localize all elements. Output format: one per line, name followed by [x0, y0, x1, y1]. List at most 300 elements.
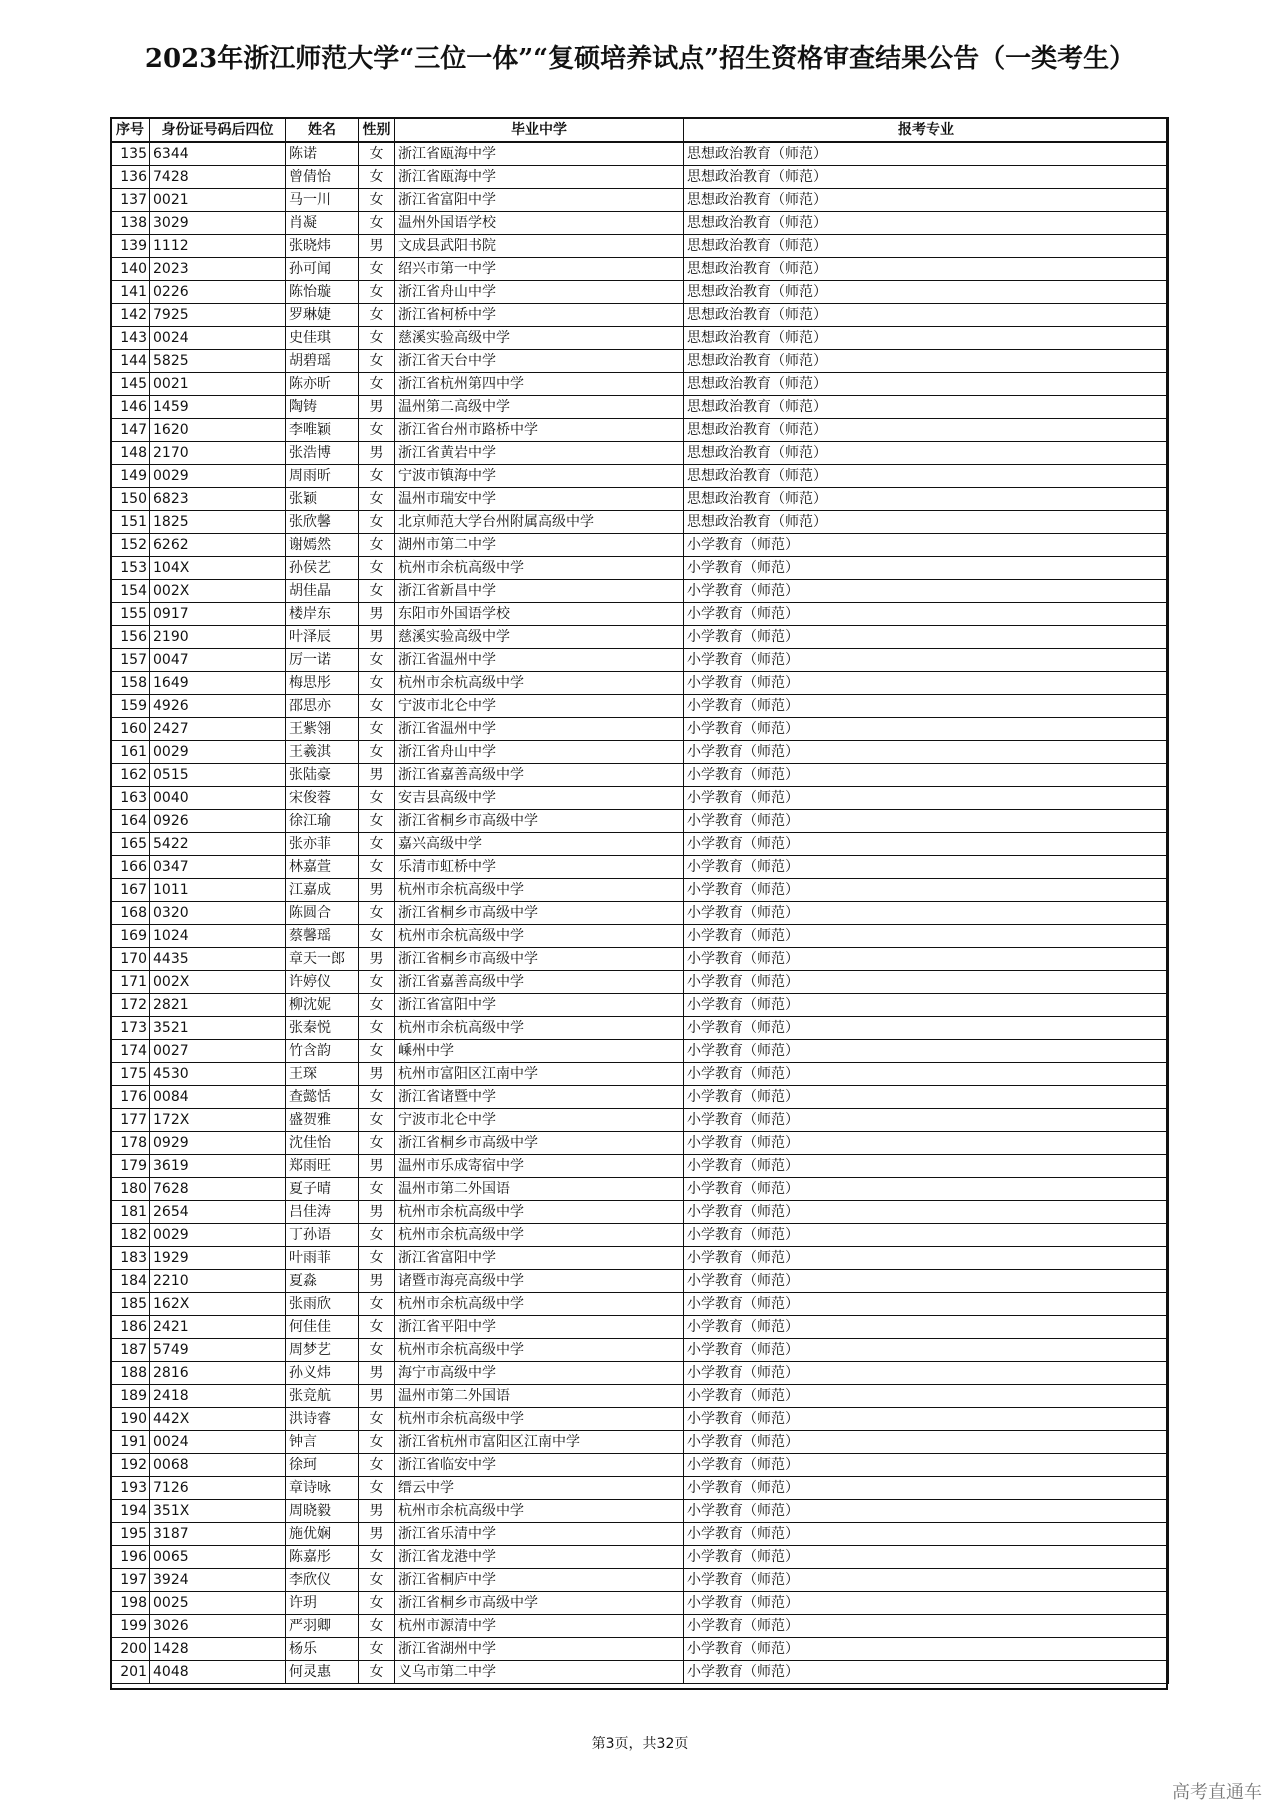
row-seq: 180 [111, 1178, 150, 1201]
row-seq: 183 [111, 1247, 150, 1270]
row-gender: 女 [359, 1339, 395, 1362]
row-seq: 194 [111, 1500, 150, 1523]
row-id-last4: 2654 [150, 1201, 286, 1224]
row-id-last4: 351X [150, 1500, 286, 1523]
row-school: 杭州市余杭高级中学 [395, 1201, 684, 1224]
row-major: 小学教育（师范） [684, 1086, 1169, 1109]
row-seq: 181 [111, 1201, 150, 1224]
table-row [111, 396, 1169, 419]
row-major: 小学教育（师范） [684, 948, 1169, 971]
table-row [111, 764, 1169, 787]
row-school: 浙江省温州中学 [395, 718, 684, 741]
row-major: 思想政治教育（师范） [684, 235, 1169, 258]
row-seq: 162 [111, 764, 150, 787]
table-row [111, 166, 1169, 189]
row-seq: 164 [111, 810, 150, 833]
row-id-last4: 5749 [150, 1339, 286, 1362]
row-gender: 男 [359, 396, 395, 419]
table-row [111, 902, 1169, 925]
row-gender: 女 [359, 488, 395, 511]
row-major: 小学教育（师范） [684, 810, 1169, 833]
table-row [111, 626, 1169, 649]
row-name: 周梦艺 [286, 1339, 359, 1362]
row-name: 徐珂 [286, 1454, 359, 1477]
row-name: 丁孙语 [286, 1224, 359, 1247]
row-name: 徐江瑜 [286, 810, 359, 833]
row-id-last4: 4048 [150, 1661, 286, 1684]
row-name: 孙侯艺 [286, 557, 359, 580]
row-name: 马一川 [286, 189, 359, 212]
row-id-last4: 3029 [150, 212, 286, 235]
row-id-last4: 4530 [150, 1063, 286, 1086]
row-major: 小学教育（师范） [684, 557, 1169, 580]
row-major: 小学教育（师范） [684, 695, 1169, 718]
table-row [111, 1201, 1169, 1224]
row-id-last4: 0347 [150, 856, 286, 879]
table-row [111, 1500, 1169, 1523]
row-id-last4: 2421 [150, 1316, 286, 1339]
row-gender: 女 [359, 925, 395, 948]
row-school: 浙江省桐乡市高级中学 [395, 810, 684, 833]
row-major: 小学教育（师范） [684, 1638, 1169, 1661]
row-id-last4: 1428 [150, 1638, 286, 1661]
row-id-last4: 1024 [150, 925, 286, 948]
row-id-last4: 002X [150, 971, 286, 994]
row-id-last4: 1620 [150, 419, 286, 442]
table-row [111, 1132, 1169, 1155]
row-gender: 女 [359, 557, 395, 580]
row-school: 杭州市余杭高级中学 [395, 672, 684, 695]
row-school: 嵊州中学 [395, 1040, 684, 1063]
table-row [111, 1247, 1169, 1270]
row-seq: 149 [111, 465, 150, 488]
row-gender: 女 [359, 1109, 395, 1132]
row-major: 小学教育（师范） [684, 879, 1169, 902]
row-school: 浙江省台州市路桥中学 [395, 419, 684, 442]
row-school: 慈溪实验高级中学 [395, 626, 684, 649]
row-id-last4: 1011 [150, 879, 286, 902]
row-gender: 女 [359, 373, 395, 396]
row-school: 温州市第二外国语 [395, 1385, 684, 1408]
row-seq: 171 [111, 971, 150, 994]
row-major: 小学教育（师范） [684, 1201, 1169, 1224]
row-id-last4: 4435 [150, 948, 286, 971]
row-id-last4: 2170 [150, 442, 286, 465]
row-school: 浙江省平阳中学 [395, 1316, 684, 1339]
table-row [111, 1592, 1169, 1615]
row-school: 浙江省嘉善高级中学 [395, 971, 684, 994]
row-major: 思想政治教育（师范） [684, 373, 1169, 396]
row-id-last4: 0029 [150, 1224, 286, 1247]
row-id-last4: 0021 [150, 373, 286, 396]
row-seq: 192 [111, 1454, 150, 1477]
row-seq: 169 [111, 925, 150, 948]
row-school: 浙江省富阳中学 [395, 1247, 684, 1270]
row-gender: 男 [359, 235, 395, 258]
row-major: 小学教育（师范） [684, 1109, 1169, 1132]
row-school: 浙江省富阳中学 [395, 189, 684, 212]
row-school: 安吉县高级中学 [395, 787, 684, 810]
row-seq: 170 [111, 948, 150, 971]
header-id-last4: 身份证号码后四位 [150, 118, 286, 142]
table-row [111, 1293, 1169, 1316]
row-major: 思想政治教育（师范） [684, 488, 1169, 511]
row-school: 杭州市余杭高级中学 [395, 1339, 684, 1362]
table-row [111, 1063, 1169, 1086]
row-major: 小学教育（师范） [684, 603, 1169, 626]
row-school: 文成县武阳书院 [395, 235, 684, 258]
header-major: 报考专业 [684, 118, 1169, 142]
table-row [111, 1615, 1169, 1638]
row-major: 小学教育（师范） [684, 1408, 1169, 1431]
row-major: 思想政治教育（师范） [684, 465, 1169, 488]
row-name: 梅思彤 [286, 672, 359, 695]
row-name: 沈佳怡 [286, 1132, 359, 1155]
row-seq: 161 [111, 741, 150, 764]
row-school: 浙江省富阳中学 [395, 994, 684, 1017]
row-id-last4: 6262 [150, 534, 286, 557]
row-id-last4: 7628 [150, 1178, 286, 1201]
table-row [111, 1408, 1169, 1431]
table-row [111, 787, 1169, 810]
row-name: 叶雨菲 [286, 1247, 359, 1270]
row-gender: 女 [359, 281, 395, 304]
table-row [111, 1454, 1169, 1477]
row-major: 思想政治教育（师范） [684, 396, 1169, 419]
table-row [111, 1316, 1169, 1339]
row-name: 叶泽辰 [286, 626, 359, 649]
row-major: 小学教育（师范） [684, 1017, 1169, 1040]
row-name: 张晓炜 [286, 235, 359, 258]
table-row [111, 1155, 1169, 1178]
row-seq: 139 [111, 235, 150, 258]
row-id-last4: 1929 [150, 1247, 286, 1270]
row-major: 小学教育（师范） [684, 971, 1169, 994]
row-name: 郑雨旺 [286, 1155, 359, 1178]
table-row [111, 327, 1169, 350]
row-gender: 女 [359, 1661, 395, 1684]
table-row [111, 1362, 1169, 1385]
row-major: 思想政治教育（师范） [684, 350, 1169, 373]
row-major: 小学教育（师范） [684, 672, 1169, 695]
row-seq: 152 [111, 534, 150, 557]
table-row [111, 718, 1169, 741]
row-name: 夏子晴 [286, 1178, 359, 1201]
row-gender: 女 [359, 304, 395, 327]
row-gender: 女 [359, 856, 395, 879]
row-name: 张颖 [286, 488, 359, 511]
row-school: 浙江省舟山中学 [395, 281, 684, 304]
table-row [111, 557, 1169, 580]
table-row [111, 465, 1169, 488]
row-school: 绍兴市第一中学 [395, 258, 684, 281]
row-id-last4: 162X [150, 1293, 286, 1316]
row-seq: 185 [111, 1293, 150, 1316]
row-major: 小学教育（师范） [684, 856, 1169, 879]
row-gender: 女 [359, 327, 395, 350]
row-seq: 173 [111, 1017, 150, 1040]
row-seq: 176 [111, 1086, 150, 1109]
row-seq: 179 [111, 1155, 150, 1178]
row-school: 诸暨市海亮高级中学 [395, 1270, 684, 1293]
row-name: 谢嫣然 [286, 534, 359, 557]
row-name: 章诗咏 [286, 1477, 359, 1500]
row-school: 杭州市余杭高级中学 [395, 879, 684, 902]
row-id-last4: 3924 [150, 1569, 286, 1592]
row-gender: 女 [359, 350, 395, 373]
row-seq: 137 [111, 189, 150, 212]
row-id-last4: 0926 [150, 810, 286, 833]
row-seq: 195 [111, 1523, 150, 1546]
table-header [111, 118, 1169, 142]
row-name: 严羽卿 [286, 1615, 359, 1638]
row-name: 蔡馨瑶 [286, 925, 359, 948]
row-name: 何佳佳 [286, 1316, 359, 1339]
row-name: 王羲淇 [286, 741, 359, 764]
table-row [111, 1109, 1169, 1132]
row-school: 浙江省瓯海中学 [395, 166, 684, 189]
row-gender: 女 [359, 787, 395, 810]
row-school: 杭州市源清中学 [395, 1615, 684, 1638]
row-seq: 189 [111, 1385, 150, 1408]
row-seq: 160 [111, 718, 150, 741]
row-school: 嘉兴高级中学 [395, 833, 684, 856]
row-id-last4: 3619 [150, 1155, 286, 1178]
row-school: 浙江省舟山中学 [395, 741, 684, 764]
row-id-last4: 1459 [150, 396, 286, 419]
row-gender: 女 [359, 718, 395, 741]
table-row [111, 649, 1169, 672]
row-gender: 女 [359, 1431, 395, 1454]
row-name: 张竞航 [286, 1385, 359, 1408]
table-row [111, 879, 1169, 902]
row-major: 思想政治教育（师范） [684, 442, 1169, 465]
row-name: 孙义炜 [286, 1362, 359, 1385]
row-school: 湖州市第二中学 [395, 534, 684, 557]
table-row [111, 304, 1169, 327]
row-id-last4: 0515 [150, 764, 286, 787]
row-gender: 女 [359, 741, 395, 764]
row-gender: 女 [359, 1178, 395, 1201]
row-gender: 女 [359, 1316, 395, 1339]
row-school: 浙江省杭州第四中学 [395, 373, 684, 396]
row-gender: 男 [359, 442, 395, 465]
row-school: 浙江省桐乡市高级中学 [395, 1592, 684, 1615]
row-seq: 138 [111, 212, 150, 235]
row-name: 陶铸 [286, 396, 359, 419]
row-major: 思想政治教育（师范） [684, 281, 1169, 304]
row-seq: 168 [111, 902, 150, 925]
row-gender: 女 [359, 1638, 395, 1661]
row-seq: 196 [111, 1546, 150, 1569]
row-name: 江嘉成 [286, 879, 359, 902]
row-school: 温州第二高级中学 [395, 396, 684, 419]
row-name: 章天一郎 [286, 948, 359, 971]
header-gender: 性别 [359, 118, 395, 142]
row-school: 温州市乐成寄宿中学 [395, 1155, 684, 1178]
row-gender: 男 [359, 626, 395, 649]
row-id-last4: 2190 [150, 626, 286, 649]
table-row [111, 1546, 1169, 1569]
row-name: 胡佳晶 [286, 580, 359, 603]
row-name: 吕佳涛 [286, 1201, 359, 1224]
row-id-last4: 0065 [150, 1546, 286, 1569]
row-seq: 145 [111, 373, 150, 396]
row-name: 厉一诺 [286, 649, 359, 672]
row-id-last4: 5422 [150, 833, 286, 856]
row-seq: 153 [111, 557, 150, 580]
row-name: 肖凝 [286, 212, 359, 235]
table-row [111, 350, 1169, 373]
row-id-last4: 7925 [150, 304, 286, 327]
row-major: 小学教育（师范） [684, 1270, 1169, 1293]
row-gender: 女 [359, 166, 395, 189]
row-seq: 155 [111, 603, 150, 626]
row-gender: 男 [359, 879, 395, 902]
row-major: 小学教育（师范） [684, 1477, 1169, 1500]
row-name: 洪诗睿 [286, 1408, 359, 1431]
row-seq: 151 [111, 511, 150, 534]
row-seq: 201 [111, 1661, 150, 1684]
row-school: 宁波市北仑中学 [395, 695, 684, 718]
row-gender: 女 [359, 672, 395, 695]
page-footer: 第3页，共32页 [591, 1736, 689, 1752]
row-id-last4: 1649 [150, 672, 286, 695]
row-id-last4: 2418 [150, 1385, 286, 1408]
row-id-last4: 0029 [150, 465, 286, 488]
row-major: 小学教育（师范） [684, 1339, 1169, 1362]
table-row [111, 1086, 1169, 1109]
row-id-last4: 0025 [150, 1592, 286, 1615]
row-major: 思想政治教育（师范） [684, 419, 1169, 442]
row-name: 施优娴 [286, 1523, 359, 1546]
row-name: 张陆豪 [286, 764, 359, 787]
row-name: 张浩博 [286, 442, 359, 465]
row-name: 柳沈妮 [286, 994, 359, 1017]
row-gender: 女 [359, 189, 395, 212]
table-row [111, 994, 1169, 1017]
row-gender: 女 [359, 1408, 395, 1431]
row-school: 东阳市外国语学校 [395, 603, 684, 626]
row-major: 小学教育（师范） [684, 1178, 1169, 1201]
row-id-last4: 3026 [150, 1615, 286, 1638]
row-major: 思想政治教育（师范） [684, 212, 1169, 235]
row-name: 张亦菲 [286, 833, 359, 856]
row-school: 缙云中学 [395, 1477, 684, 1500]
row-gender: 男 [359, 764, 395, 787]
row-school: 温州市第二外国语 [395, 1178, 684, 1201]
row-id-last4: 0929 [150, 1132, 286, 1155]
row-school: 杭州市余杭高级中学 [395, 1017, 684, 1040]
row-name: 张雨欣 [286, 1293, 359, 1316]
table-row [111, 695, 1169, 718]
table-row [111, 1339, 1169, 1362]
row-major: 思想政治教育（师范） [684, 166, 1169, 189]
row-major: 小学教育（师范） [684, 1224, 1169, 1247]
row-school: 浙江省温州中学 [395, 649, 684, 672]
row-major: 小学教育（师范） [684, 764, 1169, 787]
row-seq: 157 [111, 649, 150, 672]
table-body [111, 142, 1169, 1684]
row-id-last4: 7126 [150, 1477, 286, 1500]
row-major: 思想政治教育（师范） [684, 304, 1169, 327]
row-gender: 女 [359, 258, 395, 281]
row-gender: 女 [359, 971, 395, 994]
row-seq: 140 [111, 258, 150, 281]
table-row [111, 856, 1169, 879]
row-name: 陈圆合 [286, 902, 359, 925]
row-seq: 193 [111, 1477, 150, 1500]
row-school: 杭州市余杭高级中学 [395, 1408, 684, 1431]
row-gender: 女 [359, 534, 395, 557]
row-name: 陈怡璇 [286, 281, 359, 304]
row-school: 杭州市余杭高级中学 [395, 557, 684, 580]
row-name: 张秦悦 [286, 1017, 359, 1040]
row-seq: 167 [111, 879, 150, 902]
row-id-last4: 1112 [150, 235, 286, 258]
table-row [111, 810, 1169, 833]
row-seq: 166 [111, 856, 150, 879]
table-row [111, 1017, 1169, 1040]
row-id-last4: 2023 [150, 258, 286, 281]
row-seq: 182 [111, 1224, 150, 1247]
row-seq: 158 [111, 672, 150, 695]
watermark: 高考直通车 [1172, 1782, 1262, 1803]
row-school: 浙江省黄岩中学 [395, 442, 684, 465]
row-gender: 男 [359, 1270, 395, 1293]
row-name: 许玥 [286, 1592, 359, 1615]
row-name: 史佳琪 [286, 327, 359, 350]
row-major: 小学教育（师范） [684, 580, 1169, 603]
row-seq: 178 [111, 1132, 150, 1155]
row-gender: 女 [359, 1615, 395, 1638]
row-gender: 女 [359, 1477, 395, 1500]
table-row [111, 1224, 1169, 1247]
row-school: 乐清市虹桥中学 [395, 856, 684, 879]
row-gender: 男 [359, 603, 395, 626]
row-major: 小学教育（师范） [684, 833, 1169, 856]
row-name: 罗琳婕 [286, 304, 359, 327]
row-major: 小学教育（师范） [684, 1454, 1169, 1477]
table-row [111, 741, 1169, 764]
row-name: 李欣仪 [286, 1569, 359, 1592]
row-school: 浙江省桐乡市高级中学 [395, 948, 684, 971]
row-major: 小学教育（师范） [684, 1615, 1169, 1638]
row-gender: 男 [359, 1155, 395, 1178]
row-name: 竹含韵 [286, 1040, 359, 1063]
table-row [111, 442, 1169, 465]
row-school: 浙江省柯桥中学 [395, 304, 684, 327]
row-id-last4: 2427 [150, 718, 286, 741]
header-seq: 序号 [111, 118, 150, 142]
table-row [111, 1178, 1169, 1201]
row-seq: 200 [111, 1638, 150, 1661]
row-seq: 146 [111, 396, 150, 419]
row-major: 小学教育（师范） [684, 1592, 1169, 1615]
row-seq: 143 [111, 327, 150, 350]
row-seq: 135 [111, 142, 150, 166]
row-gender: 女 [359, 212, 395, 235]
row-id-last4: 6823 [150, 488, 286, 511]
row-major: 小学教育（师范） [684, 787, 1169, 810]
row-school: 浙江省瓯海中学 [395, 142, 684, 166]
row-gender: 女 [359, 649, 395, 672]
table-row [111, 672, 1169, 695]
table-row [111, 258, 1169, 281]
row-seq: 144 [111, 350, 150, 373]
row-gender: 男 [359, 948, 395, 971]
row-school: 浙江省桐乡市高级中学 [395, 1132, 684, 1155]
